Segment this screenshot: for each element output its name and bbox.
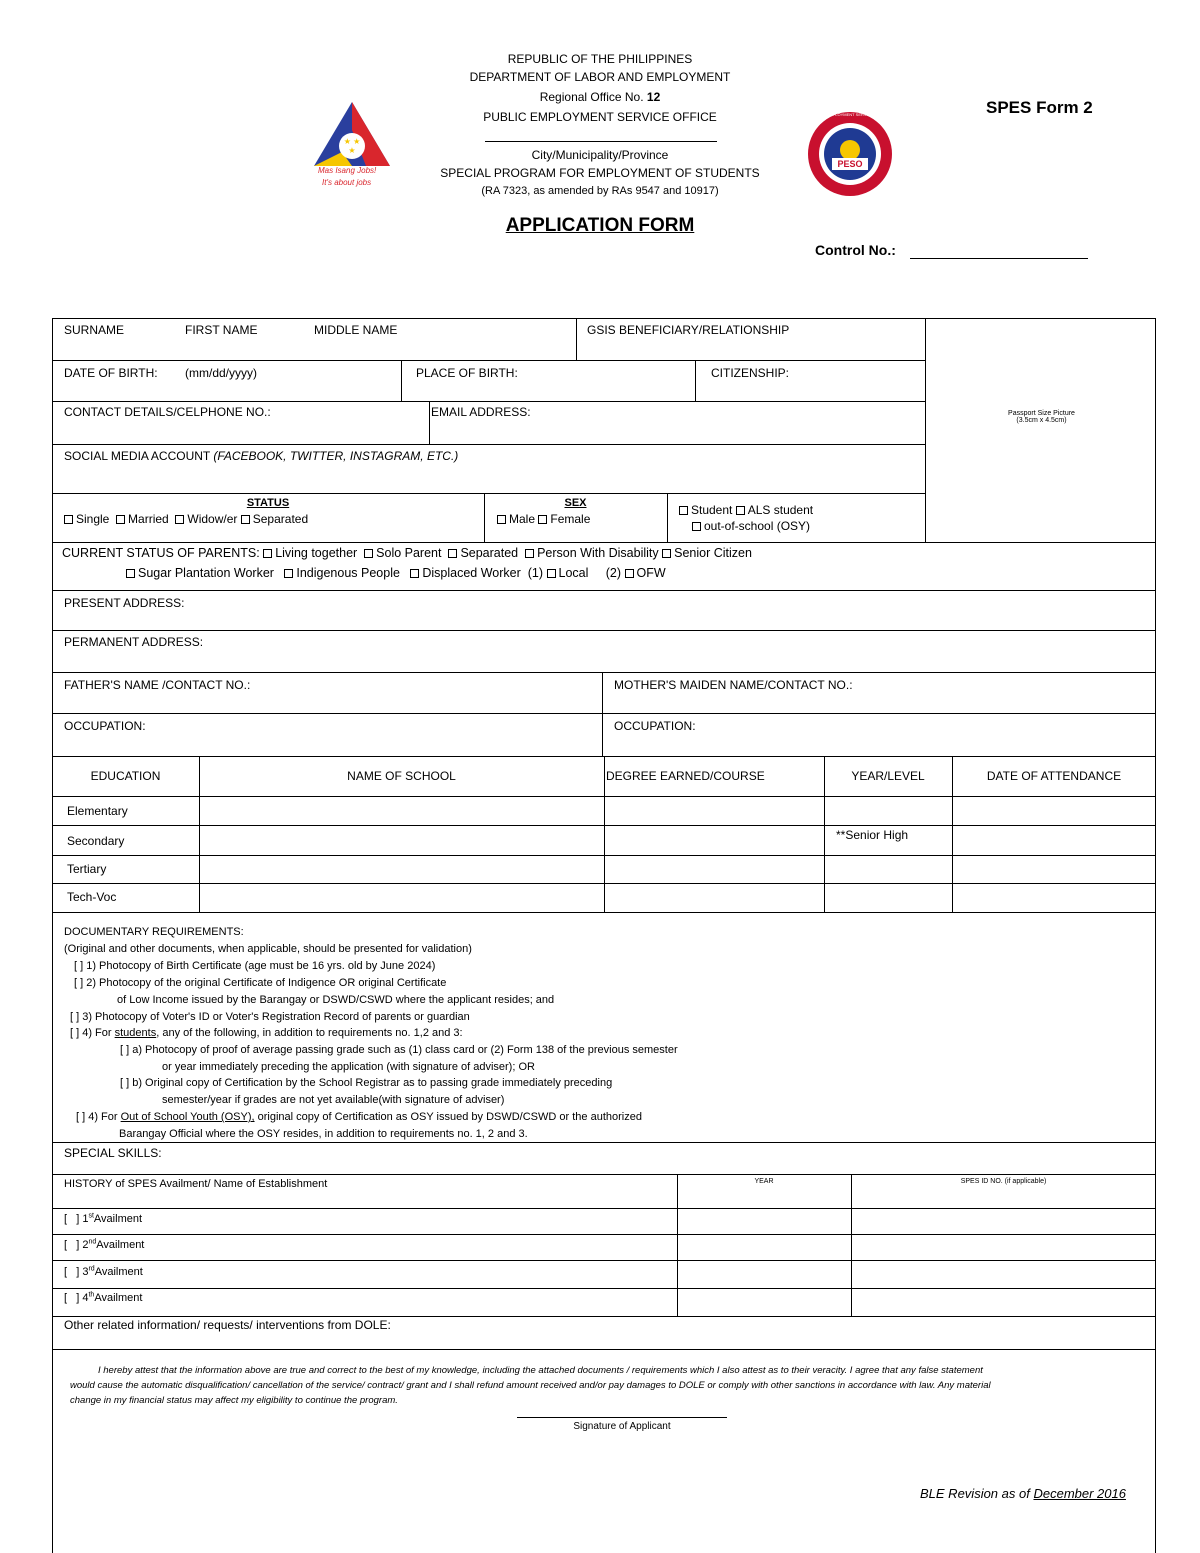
history-spes-id-header: SPES ID NO. (if applicable): [960, 1178, 1047, 1185]
history-row-2: [ ] 2ndAvailment: [64, 1238, 145, 1251]
parents-indigenous[interactable]: Indigenous People: [284, 566, 400, 580]
attestation-line-2: would cause the automatic disqualification/ cancellation of the service/ contract/ grant and I shall refund amount received and/or pay damages to DOLE or comply with other sanctions in accordance with law. Any material: [70, 1380, 991, 1391]
header-city: City/Municipality/Province: [531, 148, 669, 162]
status-separated[interactable]: Separated: [241, 512, 308, 526]
history-header: HISTORY of SPES Availment/ Name of Establishment: [64, 1178, 328, 1190]
revision-footer: [920, 1486, 1126, 1501]
history-row-1: [ ] 1stAvailment: [64, 1212, 143, 1225]
parents-living-together[interactable]: Living together: [263, 546, 357, 560]
applicant-type-row2: [692, 519, 810, 533]
photo-box[interactable]: [927, 410, 1156, 424]
header-dole: DEPARTMENT OF LABOR AND EMPLOYMENT: [469, 70, 731, 84]
edu-header-school: NAME OF SCHOOL: [347, 769, 456, 783]
social-media-text: SOCIAL MEDIA ACCOUNT: [64, 449, 211, 463]
present-address-label: PRESENT ADDRESS:: [64, 596, 185, 610]
control-no-label: Control No.:: [815, 242, 896, 258]
father-label: FATHER'S NAME /CONTACT NO.:: [64, 678, 251, 692]
edu-row-tertiary: Tertiary: [67, 862, 107, 876]
edu-row-secondary: Secondary: [67, 834, 125, 848]
social-media-label: [64, 449, 458, 463]
parents-local[interactable]: Local: [547, 566, 589, 580]
dole-tagline-1: Mas Isang Jobs!: [318, 166, 377, 175]
svg-text:★ ★: ★ ★: [343, 137, 361, 146]
control-no-field[interactable]: [910, 258, 1088, 259]
special-skills-label: SPECIAL SKILLS:: [64, 1146, 162, 1160]
citizenship-label: CITIZENSHIP:: [711, 366, 790, 380]
header-spes: SPECIAL PROGRAM FOR EMPLOYMENT OF STUDENTS: [440, 166, 760, 180]
history-row-3: [ ] 3rdAvailment: [64, 1265, 143, 1278]
dob-label: DATE OF BIRTH:: [64, 366, 158, 380]
senior-high-note: **Senior High: [836, 828, 909, 842]
revision-date: December 2016: [1033, 1486, 1126, 1501]
regional-office-label: Regional Office No.: [539, 90, 644, 104]
req-5-rest: original copy of Certification as OSY issued by DSWD/CSWD or the authorized: [254, 1111, 642, 1123]
sex-title: SEX: [564, 497, 587, 509]
req-4-rest: , any of the following, in addition to requirements no. 1,2 and 3:: [156, 1027, 463, 1039]
parents-sugar[interactable]: Sugar Plantation Worker: [126, 566, 274, 580]
parents-senior[interactable]: Senior Citizen: [662, 546, 752, 560]
svg-text:★: ★: [348, 146, 356, 155]
header-ra: (RA 7323, as amended by RAs 9547 and 10917): [481, 185, 719, 197]
sex-male[interactable]: Male: [497, 512, 535, 526]
req-4-students: students: [114, 1027, 157, 1039]
edu-header-year: YEAR/LEVEL: [851, 769, 925, 783]
parents-status-row1: [62, 546, 752, 560]
father-occupation-label: OCCUPATION:: [64, 719, 146, 733]
parents-solo-parent[interactable]: Solo Parent: [364, 546, 441, 560]
social-media-examples: (FACEBOOK, TWITTER, INSTAGRAM, ETC.): [213, 449, 459, 463]
peso-text: PESO: [837, 159, 863, 169]
dole-tagline-2: It's about jobs: [322, 178, 372, 187]
status-title: STATUS: [246, 497, 290, 509]
form-code: SPES Form 2: [986, 98, 1093, 117]
email-label: EMAIL ADDRESS:: [431, 405, 531, 419]
type-osy[interactable]: out-of-school (OSY): [692, 519, 810, 533]
sex-options: [497, 512, 590, 526]
parents-status-row2: [126, 566, 666, 580]
history-year-header: YEAR: [754, 1178, 774, 1185]
edu-row-techvoc: Tech-Voc: [67, 890, 117, 904]
parents-displaced[interactable]: Displaced Worker: [410, 566, 520, 580]
parents-separated[interactable]: Separated: [448, 546, 518, 560]
pob-label: PLACE OF BIRTH:: [416, 366, 518, 380]
req-5b: Barangay Official where the OSY resides, in addition to requirements no. 1, 2 and 3.: [119, 1128, 528, 1140]
form-title: APPLICATION FORM: [505, 215, 695, 236]
req-title: DOCUMENTARY REQUIREMENTS:: [64, 926, 244, 938]
edu-header-degree: DEGREE EARNED/COURSE: [606, 769, 765, 783]
city-blank-line: [485, 141, 717, 142]
req-4: [70, 1027, 463, 1039]
status-married[interactable]: Married: [116, 512, 169, 526]
attestation-line-3: change in my financial status may affect my eligibility to continue the program.: [70, 1395, 398, 1406]
attestation-text: [70, 1363, 1140, 1408]
header-regional-office: [380, 90, 820, 104]
req-5: [76, 1111, 642, 1123]
revision-prefix: BLE Revision as of: [920, 1486, 1030, 1501]
edu-header-education: EDUCATION: [90, 769, 161, 783]
req-4a-line1: [ ] a) Photocopy of proof of average passing grade such as (1) class card or (2) Form 138 of the previous semester: [120, 1044, 678, 1056]
sex-female[interactable]: Female: [538, 512, 590, 526]
req-3: [ ] 3) Photocopy of Voter's ID or Voter's Registration Record of parents or guardian: [70, 1011, 470, 1023]
signature-label: Signature of Applicant: [573, 1421, 671, 1432]
edu-row-elementary: Elementary: [67, 804, 128, 818]
other-info-label: Other related information/ requests/ interventions from DOLE:: [64, 1318, 391, 1332]
status-single[interactable]: Single: [64, 512, 109, 526]
photo-label: Passport Size Picture: [1008, 410, 1075, 417]
req-2b: of Low Income issued by the Barangay or DSWD/CSWD where the applicant resides; and: [117, 994, 555, 1006]
req-note: (Original and other documents, when applicable, should be presented for validation): [64, 943, 472, 955]
header-peso: PUBLIC EMPLOYMENT SERVICE OFFICE: [483, 110, 717, 124]
permanent-address-label: PERMANENT ADDRESS:: [64, 635, 204, 649]
regional-office-number: 12: [646, 90, 661, 104]
peso-logo: [806, 110, 894, 198]
mother-occupation-label: OCCUPATION:: [614, 719, 696, 733]
attestation-line-1: I hereby attest that the information above are true and correct to the best of my knowledge, including the attached documents / requirements which I also attest as to their veracity. I agree that any false statement: [98, 1365, 983, 1376]
surname-label: SURNAME: [64, 323, 125, 337]
ofw-prefix: (2): [605, 566, 622, 580]
local-prefix: (1): [527, 566, 544, 580]
applicant-type-row1: [679, 503, 813, 517]
contact-label: CONTACT DETAILS/CELPHONE NO.:: [64, 405, 271, 419]
parents-status-label: CURRENT STATUS OF PARENTS:: [62, 546, 260, 560]
req-4a-line2: or year immediately preceding the application (with signature of adviser); OR: [162, 1061, 535, 1073]
peso-ring-text: PUBLIC EMPLOYMENT SERVICE OFFICE: [811, 112, 889, 117]
middle-name-label: MIDDLE NAME: [314, 323, 398, 337]
req-1: [ ] 1) Photocopy of Birth Certificate (age must be 16 yrs. old by June 2024): [74, 960, 436, 972]
signature-line[interactable]: [517, 1417, 727, 1418]
req-4b-line2: semester/year if grades are not yet available(with signature of adviser): [162, 1094, 505, 1106]
type-student[interactable]: Student: [679, 503, 732, 517]
req-4b-line1: [ ] b) Original copy of Certification by the School Registrar as to passing grade immediately preceding: [120, 1077, 613, 1089]
history-row-4: [ ] 4thAvailment: [64, 1291, 143, 1304]
header-republic: REPUBLIC OF THE PHILIPPINES: [507, 52, 693, 66]
mother-label: MOTHER'S MAIDEN NAME/CONTACT NO.:: [614, 678, 853, 692]
gsis-label: GSIS BENEFICIARY/RELATIONSHIP: [587, 323, 790, 337]
dob-format: (mm/dd/yyyy): [185, 366, 257, 380]
status-widow[interactable]: Widow/er: [175, 512, 237, 526]
parents-ofw[interactable]: OFW: [625, 566, 666, 580]
req-5-osy: Out of School Youth (OSY),: [120, 1111, 255, 1123]
photo-size: (3.5cm x 4.5cm): [1016, 417, 1067, 424]
req-2a: [ ] 2) Photocopy of the original Certificate of Indigence OR original Certificate: [74, 977, 447, 989]
parents-pwd[interactable]: Person With Disability: [525, 546, 659, 560]
status-options: [64, 512, 308, 526]
type-als[interactable]: ALS student: [736, 503, 813, 517]
req-5-prefix: [ ] 4) For: [76, 1111, 118, 1123]
edu-header-attendance: DATE OF ATTENDANCE: [986, 769, 1122, 783]
first-name-label: FIRST NAME: [185, 323, 258, 337]
req-4-prefix: [ ] 4) For: [70, 1027, 112, 1039]
